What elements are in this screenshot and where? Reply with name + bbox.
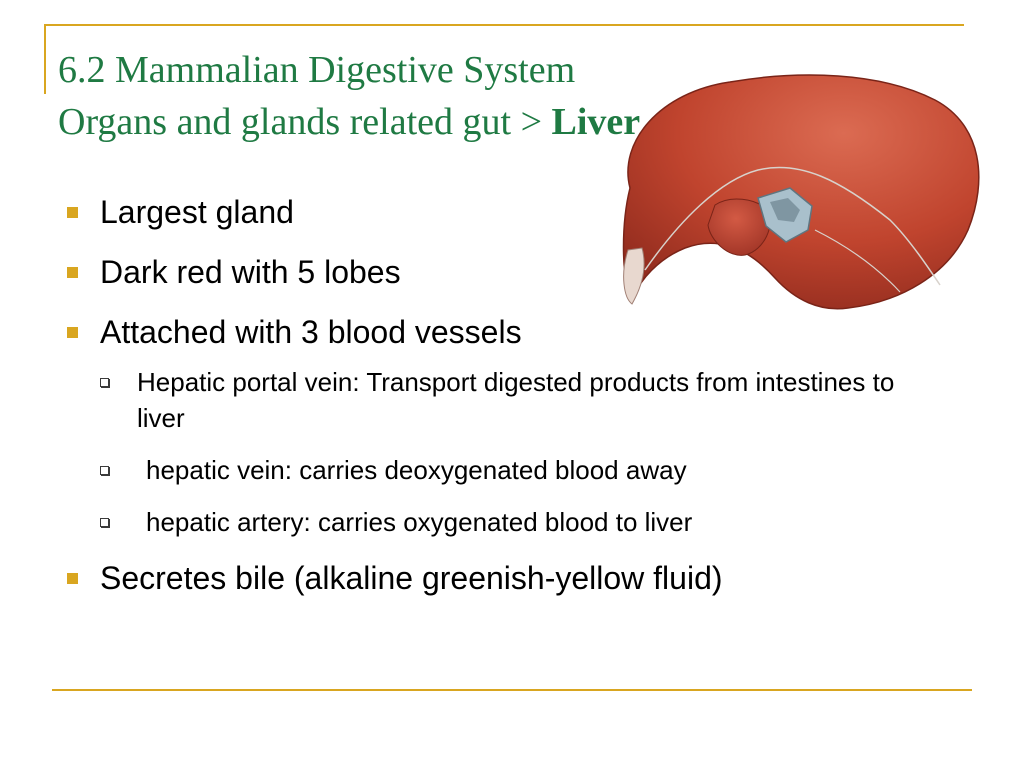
title-line-2-bold: Liver	[551, 101, 641, 143]
title-line-2	[58, 96, 640, 148]
square-bullet-icon	[67, 327, 78, 338]
square-bullet-icon	[67, 207, 78, 218]
bullet-item	[62, 310, 922, 354]
bullet-text: Secretes bile (alkaline greenish-yellow fluid)	[100, 560, 723, 596]
square-bullet-icon	[67, 267, 78, 278]
frame-left-rule	[44, 24, 46, 94]
sub-bullet-item	[62, 452, 922, 488]
bullet-text: Attached with 3 blood vessels	[100, 314, 522, 350]
title-line-1: 6.2 Mammalian Digestive System	[58, 49, 576, 91]
square-bullet-icon	[67, 573, 78, 584]
sub-bullet-text: hepatic vein: carries deoxygenated blood away	[146, 455, 687, 485]
sub-bullet-text: Hepatic portal vein: Transport digested products from intestines to liver	[137, 367, 895, 433]
sub-bullet-item	[62, 504, 922, 540]
bullet-text: Largest gland	[100, 194, 294, 230]
hollow-square-bullet-icon	[100, 518, 109, 527]
sub-bullet-list	[62, 364, 922, 540]
sub-bullet-text: hepatic artery: carries oxygenated blood to liver	[146, 507, 693, 537]
bullet-item	[62, 250, 922, 294]
title-line-2-prefix: Organs and glands related gut >	[58, 101, 552, 143]
hollow-square-bullet-icon	[100, 466, 109, 475]
frame-bottom-rule	[52, 689, 972, 691]
frame-top-rule	[44, 24, 964, 26]
bullet-list	[62, 190, 922, 616]
bullet-text: Dark red with 5 lobes	[100, 254, 401, 290]
bullet-item	[62, 190, 922, 234]
bullet-item	[62, 556, 922, 600]
slide-title	[58, 44, 640, 148]
sub-bullet-item	[62, 364, 922, 436]
hollow-square-bullet-icon	[100, 378, 109, 387]
